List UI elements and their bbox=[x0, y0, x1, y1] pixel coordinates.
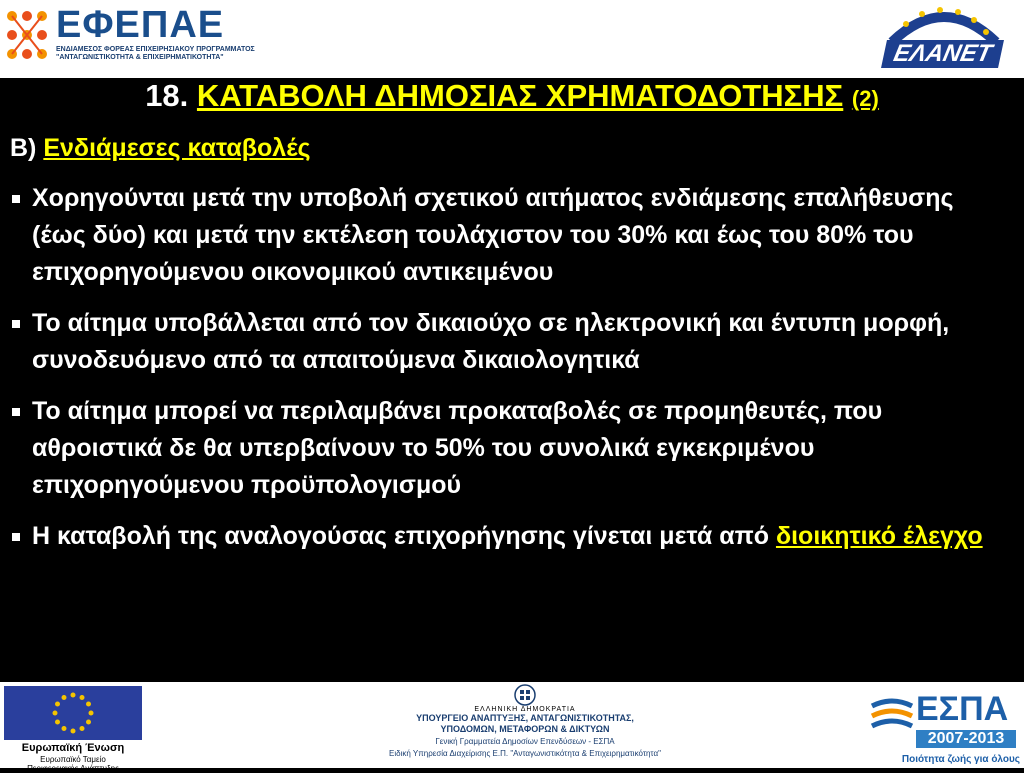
espa-years: 2007-2013 bbox=[916, 730, 1016, 748]
ministry-line-1: ΥΠΟΥΡΓΕΙΟ ΑΝΑΠΤΥΞΗΣ, ΑΝΤΑΓΩΝΙΣΤΙΚΟΤΗΤΑΣ, bbox=[416, 713, 634, 723]
efepae-name: ΕΦΕΠΑΕ bbox=[56, 4, 225, 46]
hellenic-republic-label: ΕΛΛΗΝΙΚΗ ΔΗΜΟΚΡΑΤΙΑ bbox=[474, 706, 576, 713]
efepae-dots-icon bbox=[4, 8, 50, 62]
ministry-line-2: ΥΠΟΔΟΜΩΝ, ΜΕΤΑΦΟΡΩΝ & ΔΙΚΤΥΩΝ bbox=[440, 724, 610, 734]
eu-caption: Ευρωπαϊκή Ένωση bbox=[21, 742, 125, 754]
bullet-square-icon bbox=[12, 533, 20, 541]
elanet-name: ΕΛΑΝΕΤ bbox=[881, 40, 1004, 68]
secretariat-label: Γενική Γραμματεία Δημοσίων Επενδύσεων - ΕΣΠΑ bbox=[435, 737, 615, 746]
managing-authority-label: Ειδική Υπηρεσία Διαχείρισης Ε.Π. "Ανταγωνιστικότητα & Επιχειρηματικότητα" bbox=[389, 749, 661, 758]
eu-flag-icon bbox=[4, 686, 142, 740]
espa-name: ΕΣΠΑ bbox=[916, 690, 1009, 728]
bullet-item: Χορηγούνται μετά την υποβολή σχετικού αιτήματος ενδιάμεσης επαλήθευσης (έως δύο) και μετά την εκτέλεση τουλάχιστον του 30% και έως του 80% του επιχορηγούμενου οικονομικού αντικειμένου bbox=[10, 180, 1000, 291]
subhead-text: Ενδιάμεσες καταβολές bbox=[43, 134, 311, 162]
header-bar bbox=[0, 0, 1024, 78]
bullet-square-icon bbox=[12, 320, 20, 328]
bullet-square-icon bbox=[12, 195, 20, 203]
slide-title bbox=[0, 78, 1024, 114]
eu-logo bbox=[4, 686, 142, 773]
section-subheading bbox=[10, 134, 311, 163]
bullet-item: Η καταβολή της αναλογούσας επιχορήγησης γίνεται μετά από διοικητικό έλεγχο bbox=[10, 518, 1000, 555]
elanet-logo bbox=[872, 2, 1016, 76]
bullet-item: Το αίτημα μπορεί να περιλαμβάνει προκαταβολές σε προμηθευτές, που αθροιστικά δε θα υπερβαίνουν το 50% του συνολικά εγκεκριμένου επιχορηγούμενου προϋπολογισμού bbox=[10, 393, 1000, 504]
footer-bar bbox=[0, 682, 1024, 773]
bullet-list bbox=[10, 180, 1000, 569]
ministry-block bbox=[330, 682, 720, 768]
bullet-square-icon bbox=[12, 408, 20, 416]
espa-tagline: Ποιότητα ζωής για όλους bbox=[901, 754, 1020, 765]
greek-emblem-icon bbox=[514, 684, 536, 706]
eu-fund-caption: Ευρωπαϊκό Ταμείο Περιφερειακής Ανάπτυξης bbox=[27, 755, 119, 773]
efepae-subtitle: ΕΝΔΙΑΜΕΣΟΣ ΦΟΡΕΑΣ ΕΠΙΧΕΙΡΗΣΙΑΚΟΥ ΠΡΟΓΡΑΜΜΑΤΟΣ "ΑΝΤΑΓΩΝΙΣΤΙΚΟΤΗΤΑ & ΕΠΙΧΕΙΡΗΜΑΤΙΚΟΤΗΤΑ" bbox=[56, 46, 255, 61]
subhead-prefix: Β) bbox=[10, 134, 37, 162]
espa-logo bbox=[870, 690, 1020, 766]
efepae-logo bbox=[4, 4, 334, 66]
title-main: ΚΑΤΑΒΟΛΗ ΔΗΜΟΣΙΑΣ ΧΡΗΜΑΤΟΔΟΤΗΣΗΣ bbox=[196, 78, 844, 113]
title-part: (2) bbox=[851, 86, 879, 111]
title-number: 18. bbox=[145, 78, 189, 113]
espa-waves-icon bbox=[870, 696, 914, 736]
bullet-highlight: διοικητικό έλεγχο bbox=[775, 522, 983, 550]
bullet-item: Το αίτημα υποβάλλεται από τον δικαιούχο σε ηλεκτρονική και έντυπη μορφή, συνοδευόμενο από τα απαιτούμενα δικαιολογητικά bbox=[10, 305, 1000, 379]
